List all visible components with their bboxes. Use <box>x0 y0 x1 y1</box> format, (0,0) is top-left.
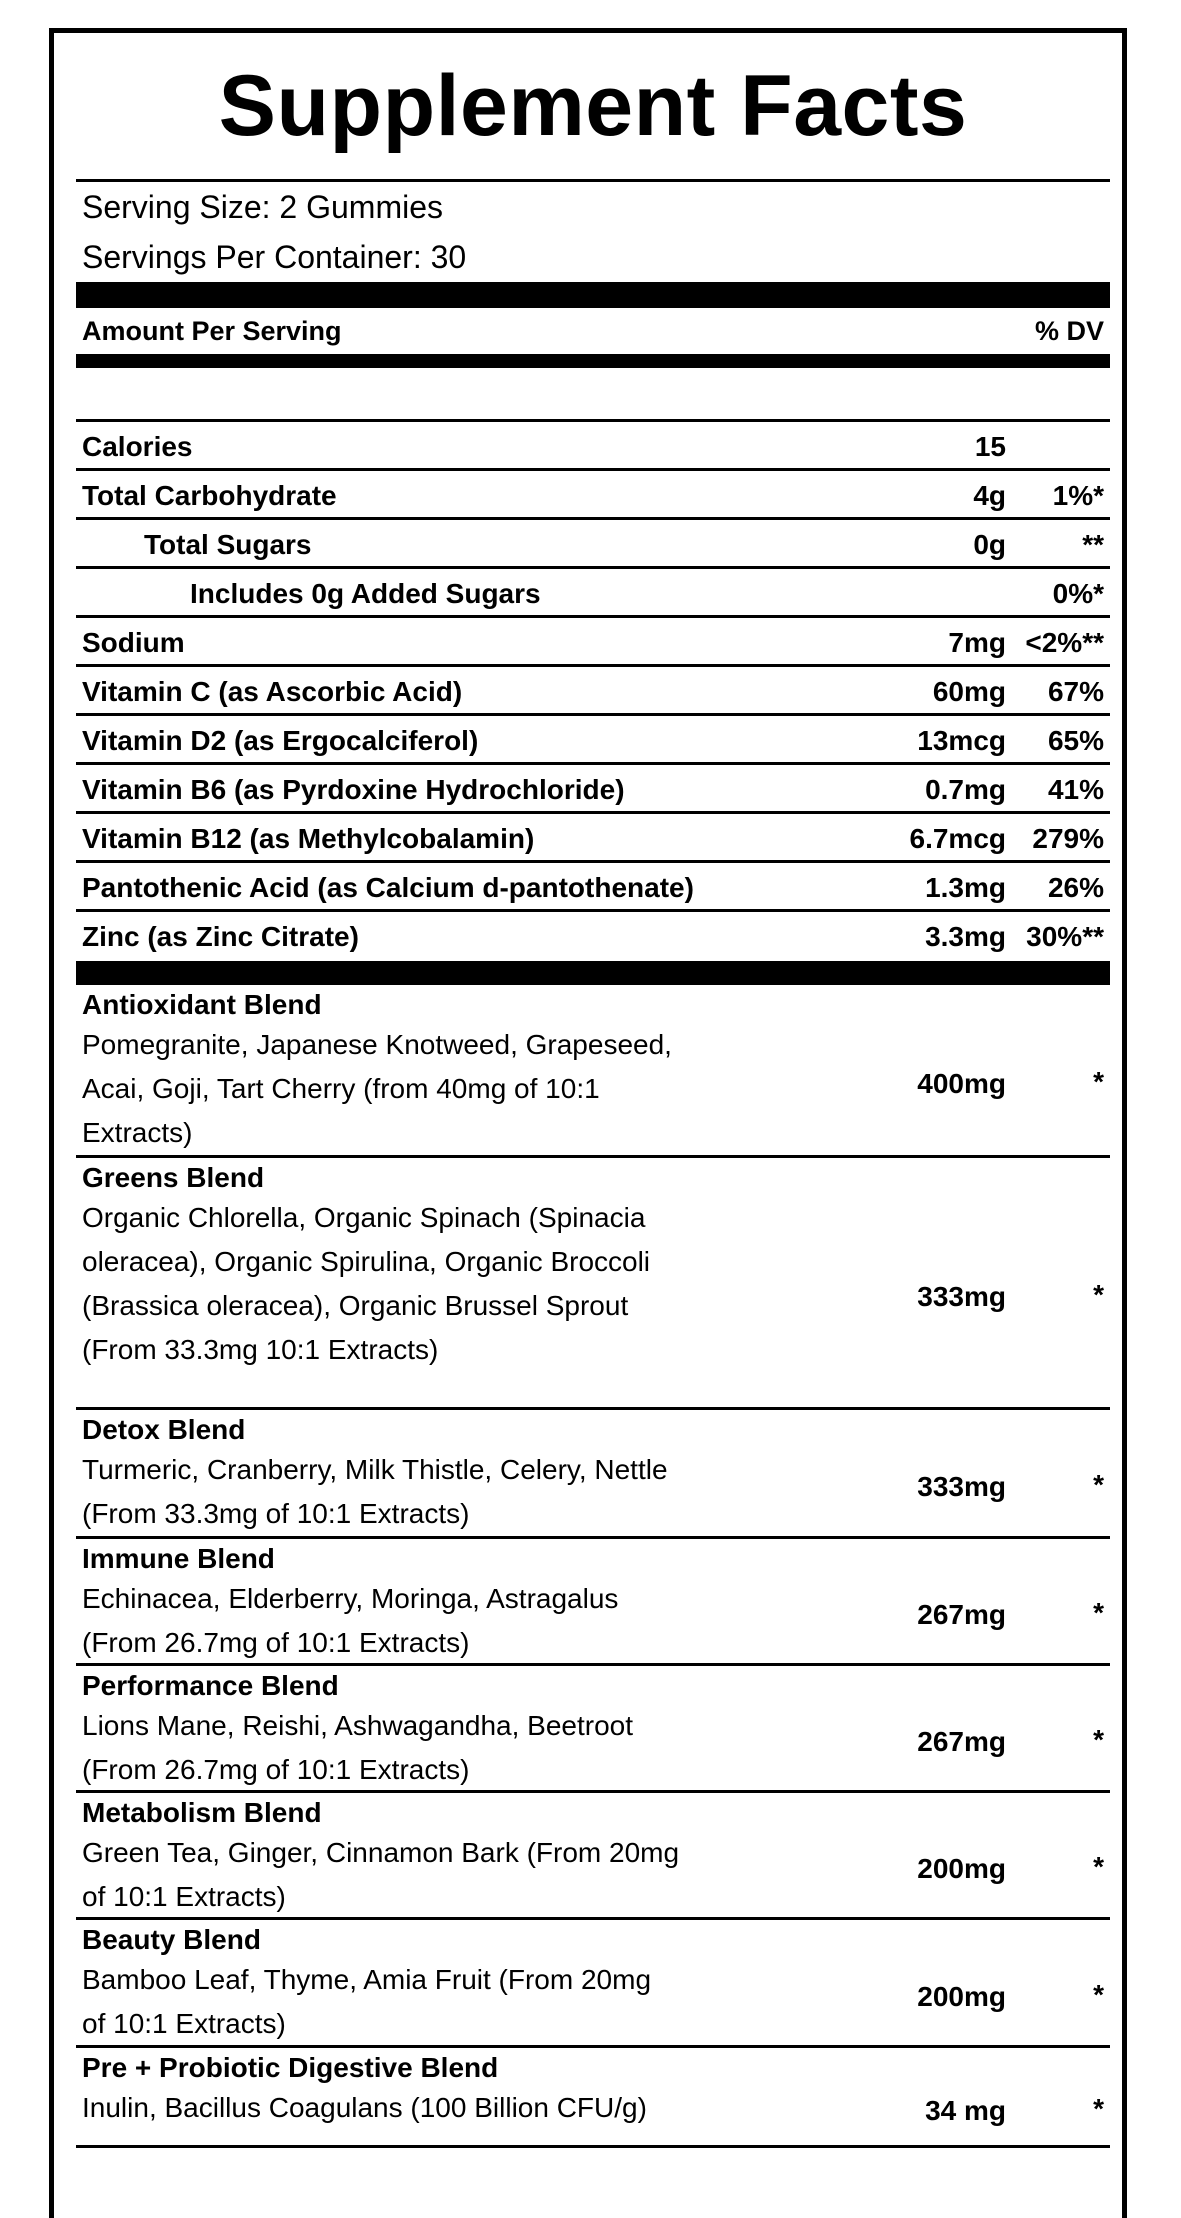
blend-dv: * <box>1093 1597 1104 1628</box>
blend-name: Pre + Probiotic Digestive Blend <box>82 2052 499 2083</box>
blend-row <box>76 1410 1110 1539</box>
nutrient-list <box>76 422 1110 961</box>
blend-name: Beauty Blend <box>82 1924 261 1955</box>
blend-ingredient-line: Acai, Goji, Tart Cherry (from 40mg of 10:1 <box>82 1073 600 1104</box>
nutrient-row <box>76 912 1110 961</box>
blend-ingredients <box>82 1023 782 1155</box>
nutrient-row <box>76 471 1110 520</box>
blend-ingredients <box>82 1831 782 1919</box>
nutrient-dv: <2%** <box>1025 627 1104 658</box>
blend-ingredient-line: Green Tea, Ginger, Cinnamon Bark (From 20mg <box>82 1837 680 1868</box>
blend-ingredients <box>82 1448 782 1536</box>
nutrient-name: Vitamin C (as Ascorbic Acid) <box>82 676 463 707</box>
nutrient-amount: 13mcg <box>917 725 1006 756</box>
nutrient-name: Sodium <box>82 627 185 658</box>
label-inner <box>76 33 1110 2148</box>
blend-amount: 267mg <box>917 1599 1006 1630</box>
nutrient-row <box>76 765 1110 814</box>
nutrient-name: Vitamin B12 (as Methylcobalamin) <box>82 823 535 854</box>
blend-ingredient-line: Echinacea, Elderberry, Moringa, Astragalus <box>82 1583 619 1614</box>
blend-ingredient-line: (Brassica oleracea), Organic Brussel Sprout <box>82 1290 629 1321</box>
blend-amount: 333mg <box>917 1471 1006 1502</box>
nutrient-name: Calories <box>82 431 193 462</box>
blend-amount: 333mg <box>917 1280 1006 1312</box>
blend-ingredient-line: (From 26.7mg of 10:1 Extracts) <box>82 1627 470 1658</box>
blend-ingredients <box>82 2086 782 2130</box>
blend-dv: * <box>1093 2092 1104 2124</box>
nutrient-amount: 1.3mg <box>925 872 1006 903</box>
blend-ingredients <box>82 1704 782 1792</box>
blend-name: Detox Blend <box>82 1414 246 1445</box>
blend-ingredient-line: oleracea), Organic Spirulina, Organic Broccoli <box>82 1246 651 1277</box>
nutrient-amount: 7mg <box>948 627 1006 658</box>
blend-ingredient-line: (From 26.7mg of 10:1 Extracts) <box>82 1754 470 1785</box>
blend-dv: * <box>1093 1278 1104 1310</box>
blend-name: Antioxidant Blend <box>82 989 322 1020</box>
blend-row <box>76 1158 1110 1410</box>
blend-ingredient-line: Turmeric, Cranberry, Milk Thistle, Celery, Nettle <box>82 1454 668 1485</box>
nutrient-dv: ** <box>1082 529 1104 560</box>
nutrient-dv: 65% <box>1047 725 1104 756</box>
blend-ingredient-line: Extracts) <box>82 1117 193 1148</box>
blend-amount: 200mg <box>917 1853 1006 1884</box>
nutrient-row <box>76 863 1110 912</box>
nutrient-amount: 0.7mg <box>925 774 1006 805</box>
nutrient-row <box>76 618 1110 667</box>
nutrient-name: Zinc (as Zinc Citrate) <box>82 921 359 952</box>
serving-size: Serving Size: 2 Gummies <box>82 189 444 225</box>
nutrient-dv: 41% <box>1047 774 1104 805</box>
column-header <box>76 308 1110 354</box>
blend-dv: * <box>1093 1978 1104 2010</box>
nutrient-row <box>76 667 1110 716</box>
supplement-facts-label <box>49 28 1127 2218</box>
blend-ingredients <box>82 1577 782 1665</box>
thick-divider-top <box>76 282 1110 308</box>
nutrient-dv: 279% <box>1032 823 1104 854</box>
nutrient-amount: 0g <box>973 529 1006 560</box>
nutrient-row <box>76 569 1110 618</box>
nutrient-row <box>76 520 1110 569</box>
blend-ingredient-line: (From 33.3mg of 10:1 Extracts) <box>82 1498 470 1529</box>
blend-ingredient-line: Inulin, Bacillus Coagulans (100 Billion CFU/g) <box>82 2092 647 2123</box>
nutrient-amount: 60mg <box>932 676 1006 707</box>
blend-name: Metabolism Blend <box>82 1797 322 1828</box>
blend-ingredient-line: Bamboo Leaf, Thyme, Amia Fruit (From 20mg <box>82 1964 652 1995</box>
nutrient-amount: 3.3mg <box>925 921 1006 952</box>
header-spacer <box>76 368 1110 419</box>
blend-amount: 34 mg <box>925 2094 1006 2126</box>
nutrient-row <box>76 716 1110 765</box>
blend-ingredients <box>82 1196 782 1372</box>
nutrient-name: Pantothenic Acid (as Calcium d-pantothenate) <box>82 872 694 903</box>
thick-divider-blends <box>76 961 1110 985</box>
amount-per-serving-header: Amount Per Serving <box>82 316 342 346</box>
blend-name: Greens Blend <box>82 1162 265 1193</box>
nutrient-name: Total Sugars <box>144 529 312 560</box>
blend-ingredients <box>82 1958 782 2046</box>
blend-row <box>76 1793 1110 1920</box>
blend-row <box>76 1920 1110 2048</box>
blend-ingredient-line: (From 33.3mg 10:1 Extracts) <box>82 1334 439 1365</box>
blend-amount: 267mg <box>917 1726 1006 1757</box>
blend-row <box>76 985 1110 1158</box>
nutrient-name: Vitamin D2 (as Ergocalciferol) <box>82 725 479 756</box>
nutrient-amount: 15 <box>974 431 1006 462</box>
thick-divider-header <box>76 354 1110 368</box>
label-title: Supplement Facts <box>218 58 968 154</box>
blend-dv: * <box>1093 1066 1104 1097</box>
nutrient-row <box>76 814 1110 863</box>
servings-per-container: Servings Per Container: 30 <box>82 239 467 275</box>
nutrient-dv: 30%** <box>1026 921 1104 952</box>
blend-row <box>76 1666 1110 1793</box>
blend-row <box>76 2048 1110 2148</box>
blend-dv: * <box>1093 1851 1104 1882</box>
blend-list <box>76 985 1110 2148</box>
nutrient-name: Vitamin B6 (as Pyrdoxine Hydrochloride) <box>82 774 625 805</box>
blend-ingredient-line: Organic Chlorella, Organic Spinach (Spinacia <box>82 1202 646 1233</box>
nutrient-row <box>76 422 1110 471</box>
blend-ingredient-line: Pomegranite, Japanese Knotweed, Grapeseed, <box>82 1029 672 1060</box>
dv-header: % DV <box>1034 316 1104 346</box>
blend-ingredient-line: Lions Mane, Reishi, Ashwagandha, Beetroot <box>82 1710 634 1741</box>
nutrient-amount: 4g <box>973 480 1006 511</box>
blend-dv: * <box>1093 1469 1104 1500</box>
blend-dv: * <box>1093 1724 1104 1755</box>
blend-ingredient-line: of 10:1 Extracts) <box>82 2008 286 2039</box>
nutrient-dv: 26% <box>1047 872 1104 903</box>
blend-ingredient-line: of 10:1 Extracts) <box>82 1881 286 1912</box>
nutrient-dv: 0%* <box>1052 578 1104 609</box>
blend-amount: 400mg <box>917 1068 1006 1099</box>
blend-amount: 200mg <box>917 1980 1006 2012</box>
nutrient-name: Total Carbohydrate <box>82 480 337 511</box>
blend-row <box>76 1539 1110 1666</box>
nutrient-amount: 6.7mcg <box>909 823 1006 854</box>
nutrient-dv: 67% <box>1047 676 1104 707</box>
blend-name: Immune Blend <box>82 1543 275 1574</box>
nutrient-name: Includes 0g Added Sugars <box>190 578 541 609</box>
nutrient-dv: 1%* <box>1052 480 1104 511</box>
blend-name: Performance Blend <box>82 1670 339 1701</box>
